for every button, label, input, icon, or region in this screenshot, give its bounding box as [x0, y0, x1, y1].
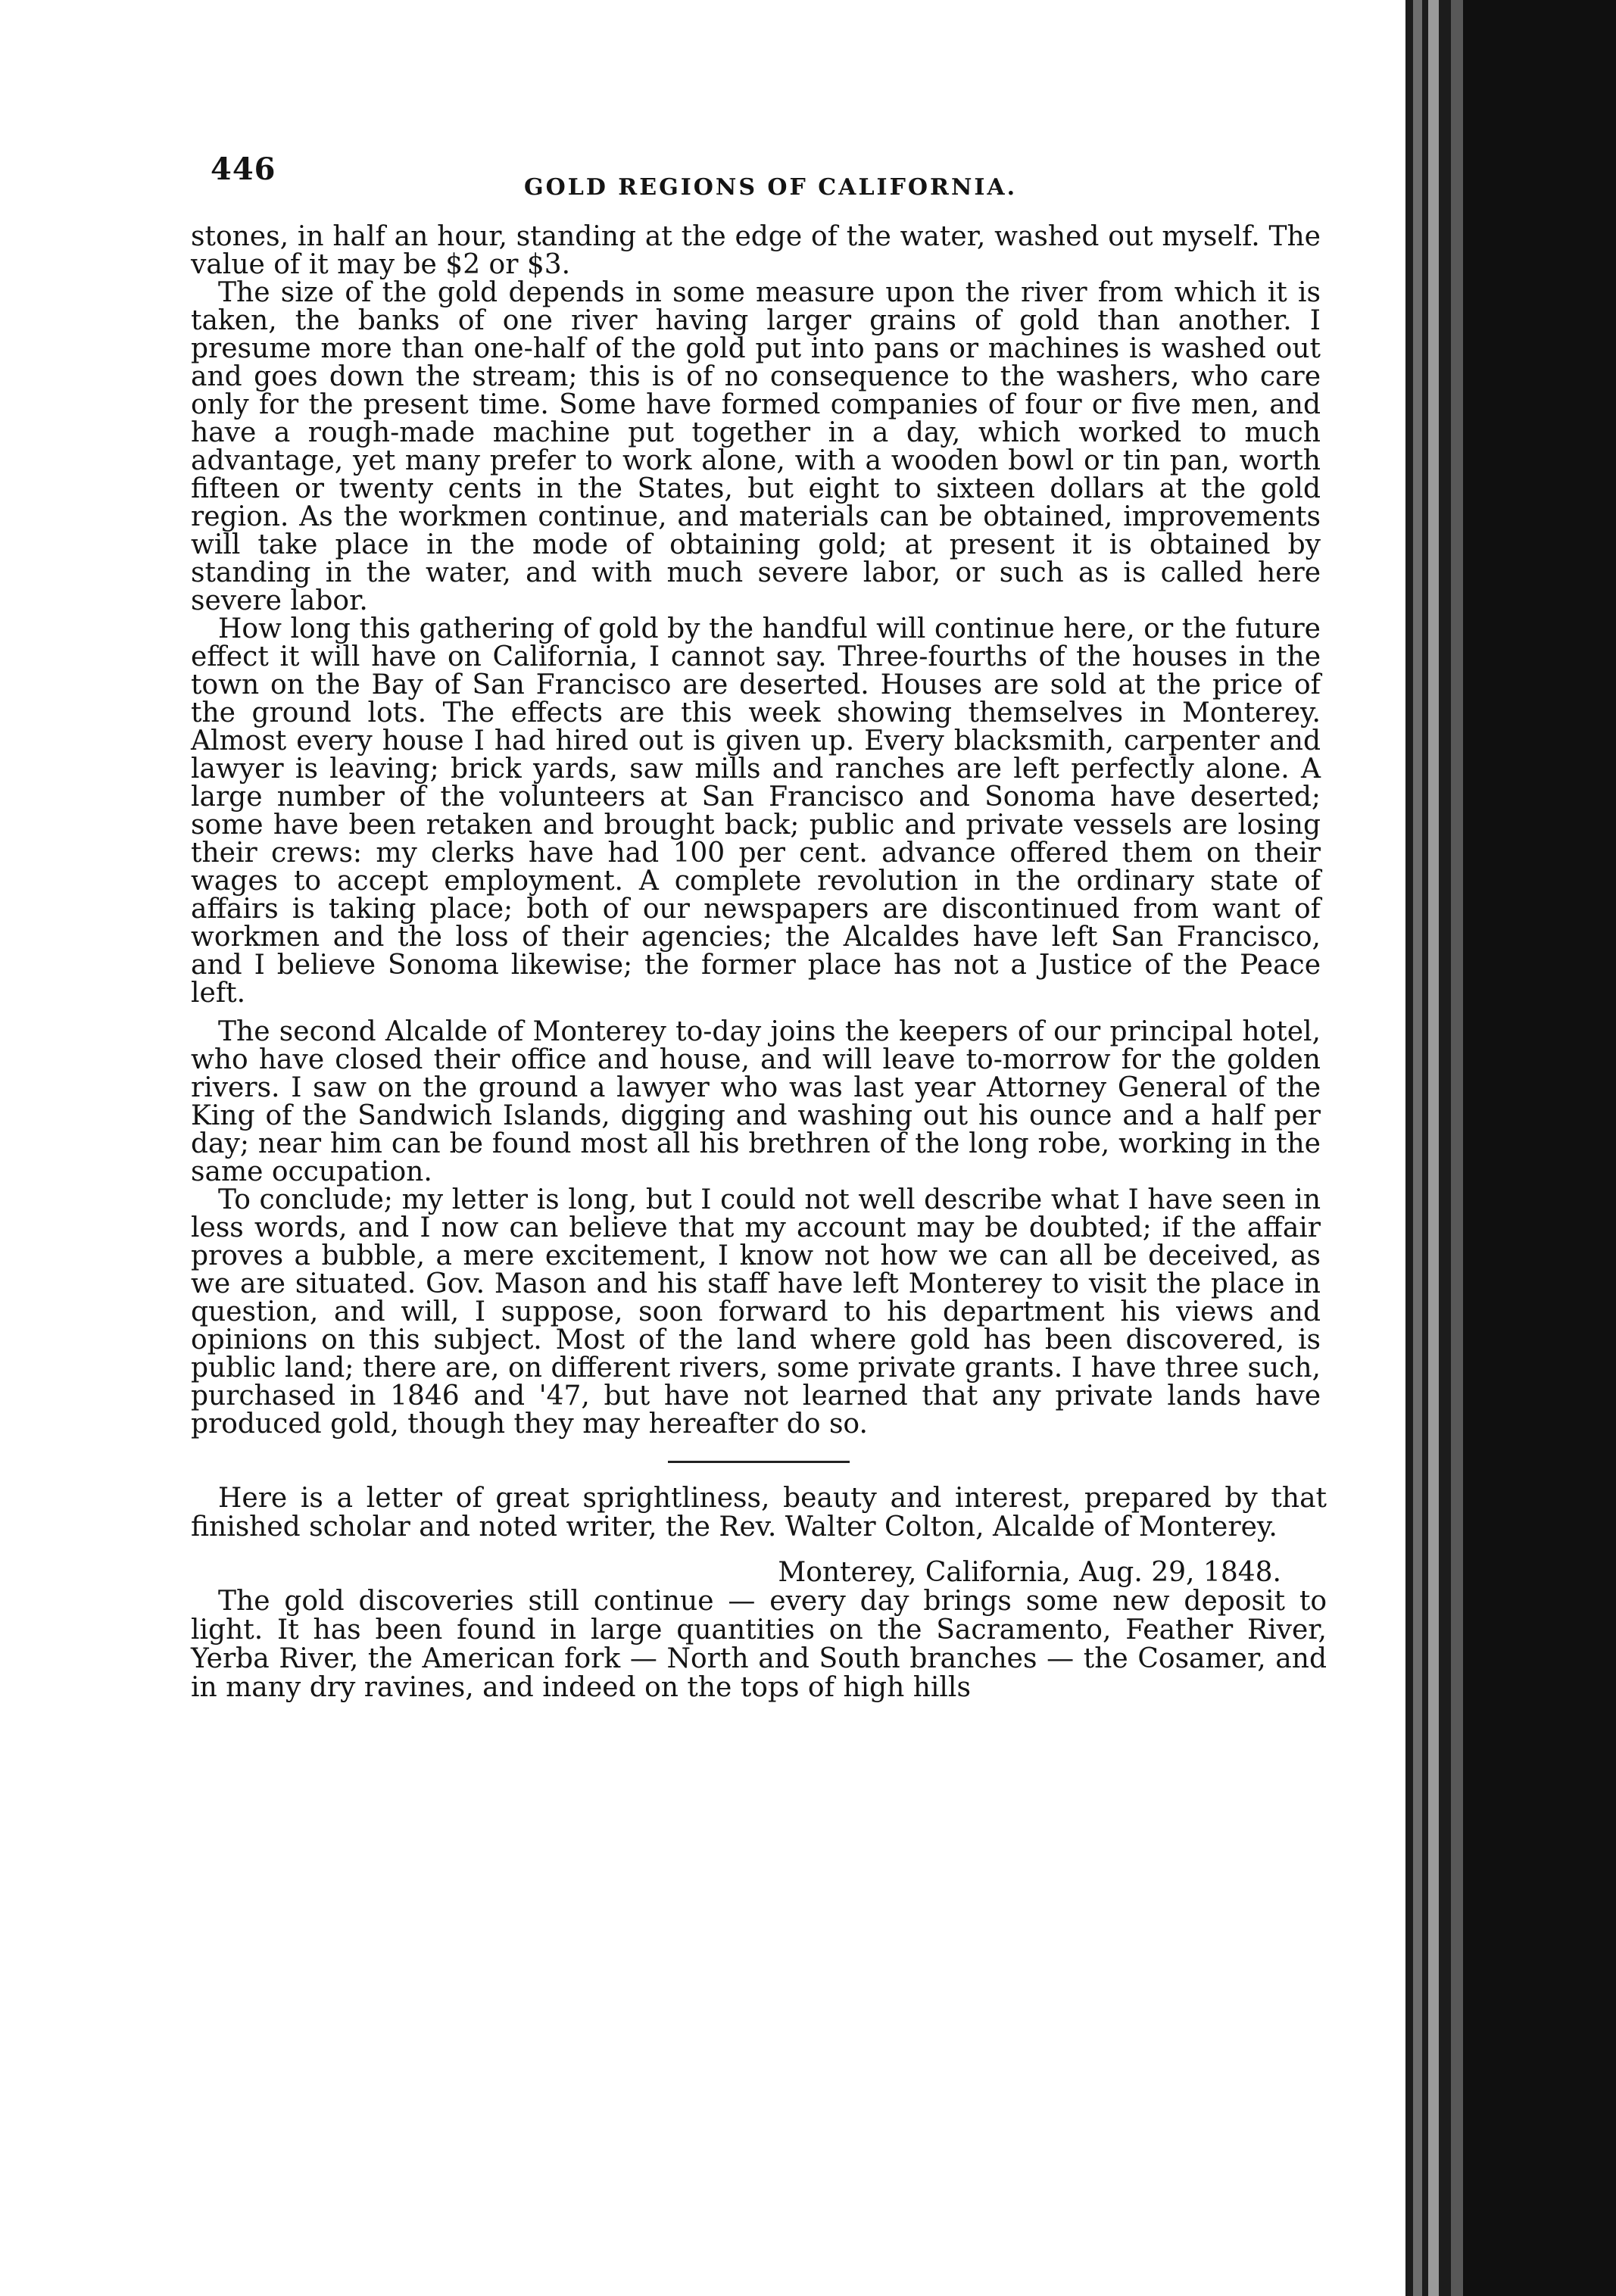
letter-introduction: [191, 1484, 1327, 1542]
paragraph: The size of the gold depends in some measure upon the river from which it is taken, the banks of one river having larger grains of gold than another. I presume more than one-half of the gold put into pans or machines is washed out and goes down the stream; this is of no consequence to the washers, who care only for the present time. Some have formed companies of four or five men, and have a rough-made machine put together in a day, which worked to much advantage, yet many prefer to work alone, with a wooden bowl or tin pan, worth fifteen or twenty cents in the States, but eight to sixteen dollars at the gold region. As the workmen continue, and materials can be obtained, improvements will take place in the mode of obtaining gold; at present it is obtained by standing in the water, and with much severe labor, or such as is called here severe labor.: [191, 277, 1321, 616]
paragraph: The second Alcalde of Monterey to-day joins the keepers of our principal hotel, who have closed their office and house, and will leave to-morrow for the golden rivers. I saw on the ground a lawyer who was last year Attorney General of the King of the Sandwich Islands, digging and washing out his ounce and a half per day; near him can be found most all his brethren of the long robe, working in the same occupation.: [191, 1016, 1321, 1187]
scanned-page-edge: [1395, 0, 1616, 2296]
paragraph: To conclude; my letter is long, but I could not well describe what I have seen in less words, and I now can believe that my account may be doubted; if the affair proves a bubble, a mere excitement, I know not how we can all be deceived, as we are situated. Gov. Mason and his staff have left Monterey to visit the place in question, and will, I suppose, soon forward to his department his views and opinions on this subject. Most of the land where gold has been discovered, is public land; there are, on different rivers, some private grants. I have three such, purchased in 1846 and '47, but have not learned that any private lands have produced gold, though they may hereafter do so.: [191, 1184, 1321, 1440]
running-head: [191, 151, 1327, 212]
running-title: GOLD REGIONS OF CALIFORNIA.: [524, 174, 1018, 201]
letter-dateline: Monterey, California, Aug. 29, 1848.: [778, 1557, 1281, 1588]
section-divider: [668, 1461, 850, 1463]
intro-paragraph: Here is a letter of great sprightliness, beauty and interest, prepared by that finished scholar and noted writer, the Rev. Walter Colton, Alcalde of Monterey.: [191, 1483, 1327, 1543]
page-number: 446: [211, 151, 276, 187]
paragraph: How long this gathering of gold by the handful will continue here, or the future effect it will have on California, I cannot say. Three-fourths of the houses in the town on the Bay of San Francisco are deserted. Houses are sold at the price of the ground lots. The effects are this week showing themselves in Monterey. Almost every house I had hired out is given up. Every blacksmith, carpenter and lawyer is leaving; brick yards, saw mills and ranches are left perfectly alone. A large number of the volunteers at San Francisco and Sonoma have deserted; some have been retaken and brought back; public and private vessels are losing their crews: my clerks have had 100 per cent. advance offered them on their wages to accept employment. A complete revolution in the ordinary state of affairs is taking place; both of our newspapers are discontinued from want of workmen and the loss of their agencies; the Alcaldes have left San Francisco, and I believe Sonoma likewise; the former place has not a Justice of the Peace left.: [191, 613, 1321, 1009]
body-text: [191, 223, 1327, 1438]
paragraph-continued: stones, in half an hour, standing at the edge of the water, washed out myself. The value of it may be $2 or $3.: [191, 221, 1321, 280]
letter-body: [191, 1587, 1327, 1702]
letter-paragraph: The gold discoveries still continue — every day brings some new deposit to light. It has been found in large quantities on the Sacramento, Feather River, Yerba River, the American fork — North and South branches — the Cosamer, and in many dry ravines, and indeed on the tops of high hills: [191, 1586, 1327, 1703]
book-page: [191, 151, 1327, 1702]
